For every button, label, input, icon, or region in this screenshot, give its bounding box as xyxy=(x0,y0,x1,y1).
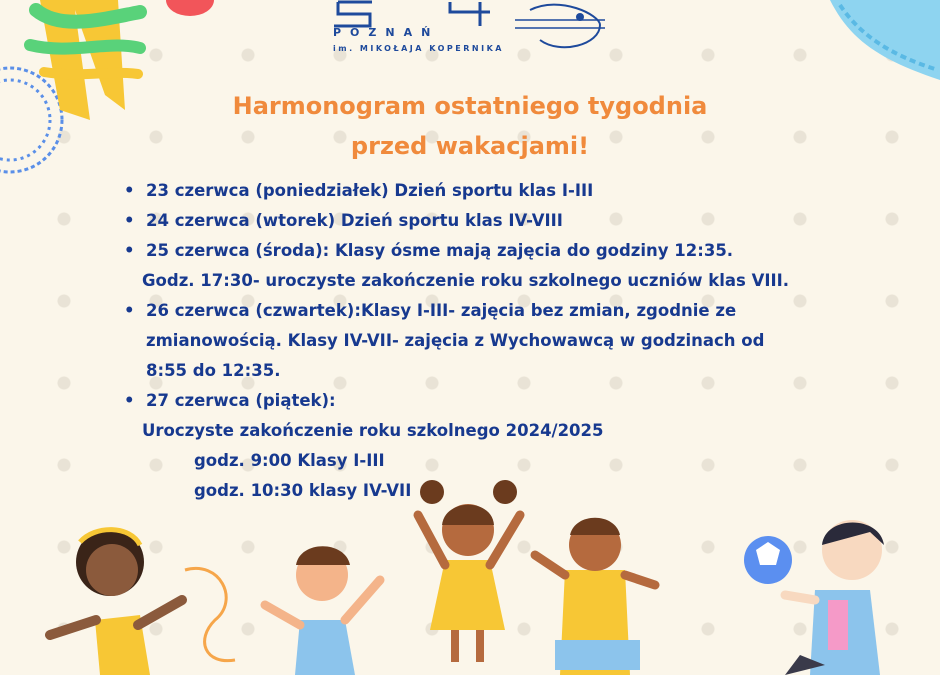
schedule-item-27-time-1: godz. 9:00 Klasy I-III xyxy=(194,451,385,470)
bullet-icon: • xyxy=(124,301,135,320)
title-line-1: Harmonogram ostatniego tygodnia xyxy=(232,92,708,120)
schedule-item-27 xyxy=(120,386,840,416)
blue-scribble-decoration xyxy=(820,0,940,100)
boy-figure xyxy=(265,546,380,675)
children-illustration xyxy=(0,470,940,675)
schedule-item-26-line-2: zmianowością. Klasy IV-VII- zajęcia z Wychowawcą w godzinach od xyxy=(146,331,765,350)
schedule-text: 27 czerwca (piątek): xyxy=(146,391,336,410)
schedule-text: 23 czerwca (poniedziałek) Dzień sportu klas I-III xyxy=(146,181,594,200)
schedule-item-25-extra: Godz. 17:30- uroczyste zakończenie roku szkolnego uczniów klas VIII. xyxy=(142,271,790,290)
schedule-item-27-extra: Uroczyste zakończenie roku szkolnego 2024/2025 xyxy=(142,421,604,440)
schedule-item-27-time-2: godz. 10:30 klasy IV-VII xyxy=(194,481,412,500)
schedule-item-25 xyxy=(120,236,840,266)
bullet-icon: • xyxy=(124,181,135,200)
schedule-item-23 xyxy=(120,176,840,206)
girl-with-ribbon-figure xyxy=(50,528,235,675)
red-circle-decoration xyxy=(160,0,220,20)
boy-with-ball-figure xyxy=(744,520,884,675)
logo-city: POZNAŃ xyxy=(333,26,440,39)
schedule-text: 24 czerwca (wtorek) Dzień sportu klas IV-VIII xyxy=(146,211,563,230)
schedule-item-26 xyxy=(120,296,840,326)
boy-yellow-shirt-figure xyxy=(535,518,655,675)
schedule-list xyxy=(120,176,840,506)
bullet-icon: • xyxy=(124,211,135,230)
schedule-item-24 xyxy=(120,206,840,236)
schedule-item-26-line-3: 8:55 do 12:35. xyxy=(146,361,281,380)
bullet-icon: • xyxy=(124,241,135,260)
schedule-text: 25 czerwca (środa): Klasy ósme mają zajęcia do godziny 12:35. xyxy=(146,241,734,260)
schedule-text: 26 czerwca (czwartek):Klasy I-III- zajęcia bez zmian, zgodnie ze xyxy=(146,301,737,320)
title-line-2: przed wakacjami! xyxy=(350,132,590,160)
bullet-icon: • xyxy=(124,391,135,410)
logo-patron: im. MIKOŁAJA KOPERNIKA xyxy=(333,44,504,53)
jumping-girl-figure xyxy=(418,480,520,662)
